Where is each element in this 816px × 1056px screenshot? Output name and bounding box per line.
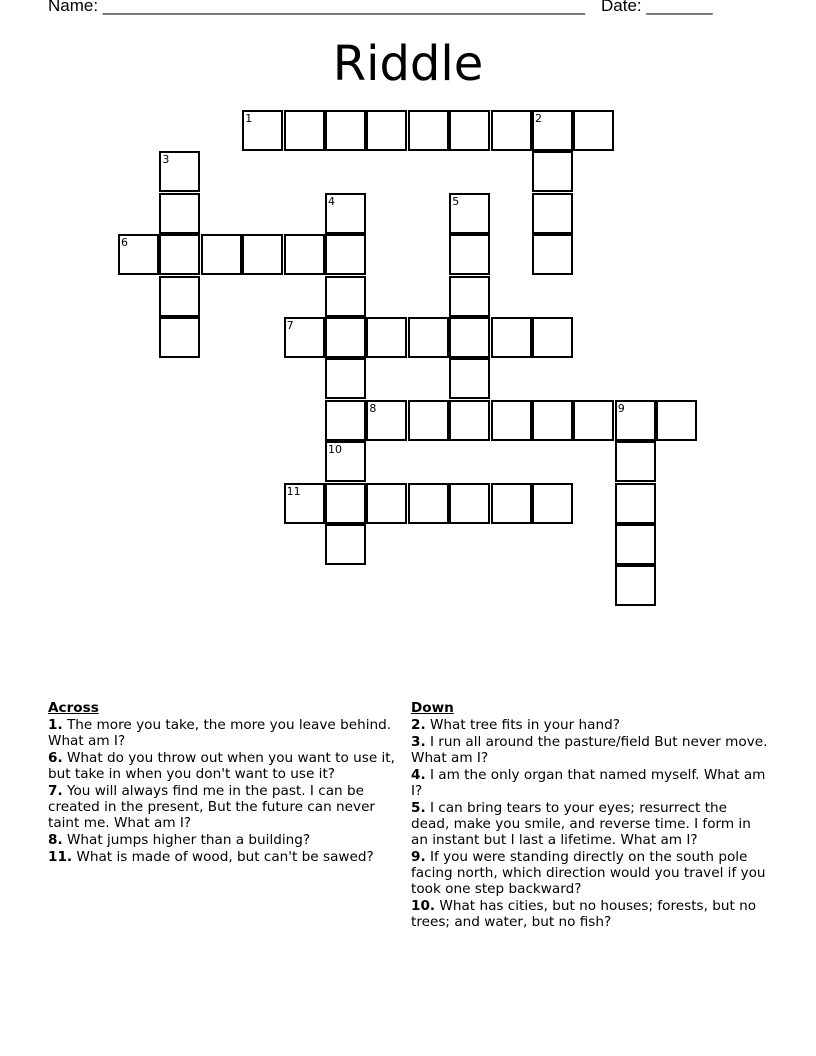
crossword-cell[interactable] — [242, 234, 283, 275]
clue-across-8 — [48, 832, 408, 848]
clue-text: If you were standing directly on the south pole facing north, which direction would you travel if you took one step backward? — [411, 849, 766, 897]
page-title: Riddle — [332, 36, 484, 92]
across-clues — [48, 700, 408, 866]
clue-number-label: 6 — [121, 236, 128, 250]
crossword-cell[interactable] — [615, 441, 656, 482]
crossword-cell-6[interactable] — [118, 234, 159, 275]
crossword-cell-11[interactable] — [284, 483, 325, 524]
clue-across-6 — [48, 750, 408, 782]
clue-number: 3. — [411, 734, 426, 750]
clue-number: 9. — [411, 849, 426, 865]
crossword-cell-8[interactable] — [366, 400, 407, 441]
clue-text: What is made of wood, but can't be sawed? — [76, 849, 374, 865]
clue-text: What has cities, but no houses; forests, but no trees; and water, but no fish? — [411, 898, 757, 930]
across-heading: Across — [48, 700, 99, 716]
crossword-cell[interactable] — [325, 358, 366, 399]
down-clues — [411, 700, 769, 931]
crossword-cell[interactable] — [532, 400, 573, 441]
crossword-cell-2[interactable] — [532, 110, 573, 151]
crossword-cell[interactable] — [532, 193, 573, 234]
clue-number: 11. — [48, 849, 73, 865]
crossword-cell[interactable] — [201, 234, 242, 275]
crossword-cell[interactable] — [491, 317, 532, 358]
clue-text: I run all around the pasture/field But never move. What am I? — [411, 734, 768, 766]
clue-number: 7. — [48, 783, 63, 799]
clue-down-3 — [411, 734, 769, 766]
crossword-cell[interactable] — [491, 110, 532, 151]
clue-down-9 — [411, 849, 769, 897]
crossword-cell[interactable] — [573, 400, 614, 441]
crossword-cell[interactable] — [532, 234, 573, 275]
crossword-cell[interactable] — [159, 317, 200, 358]
clue-number-label: 3 — [162, 153, 170, 167]
crossword-cell-10[interactable] — [325, 441, 366, 482]
crossword-cell-7[interactable] — [284, 317, 325, 358]
crossword-cell-1[interactable] — [242, 110, 283, 151]
crossword-cell[interactable] — [366, 110, 407, 151]
clue-number-label: 4 — [328, 194, 335, 208]
crossword-cell[interactable] — [325, 110, 366, 151]
crossword-cell[interactable] — [449, 234, 490, 275]
crossword-cell[interactable] — [449, 483, 490, 524]
crossword-cell[interactable] — [532, 317, 573, 358]
crossword-cell[interactable] — [532, 151, 573, 192]
clue-down-5 — [411, 800, 769, 848]
clue-number: 6. — [48, 750, 63, 766]
clue-text: What do you throw out when you want to use it, but take in when you don't want to use it? — [48, 750, 395, 782]
clue-number-label: 11 — [286, 484, 301, 498]
clue-number: 10. — [411, 898, 436, 914]
crossword-cell[interactable] — [325, 234, 366, 275]
clue-number: 5. — [411, 800, 426, 816]
crossword-cell[interactable] — [615, 565, 656, 606]
crossword-cell[interactable] — [449, 400, 490, 441]
crossword-cell[interactable] — [325, 483, 366, 524]
crossword-cell[interactable] — [325, 276, 366, 317]
crossword-cell[interactable] — [449, 276, 490, 317]
clue-number: 1. — [48, 717, 63, 733]
clue-down-4 — [411, 767, 769, 799]
crossword-cell[interactable] — [656, 400, 697, 441]
crossword-cell[interactable] — [325, 524, 366, 565]
crossword-cell[interactable] — [284, 110, 325, 151]
crossword-cell[interactable] — [491, 483, 532, 524]
crossword-cell[interactable] — [449, 358, 490, 399]
clue-number-label: 2 — [535, 112, 542, 125]
clue-text: What jumps higher than a building? — [66, 832, 311, 848]
crossword-cell[interactable] — [408, 400, 449, 441]
name-field[interactable]: Name: ___________________________________________________ — [48, 0, 585, 15]
clue-number: 2. — [411, 717, 426, 733]
crossword-cell[interactable] — [491, 400, 532, 441]
clue-text: The more you take, the more you leave behind. What am I? — [48, 717, 392, 749]
crossword-cell[interactable] — [408, 483, 449, 524]
clue-number: 8. — [48, 832, 63, 848]
crossword-cell[interactable] — [449, 110, 490, 151]
crossword-cell[interactable] — [615, 483, 656, 524]
clue-number-label: 1 — [245, 112, 253, 125]
clue-number-label: 10 — [328, 443, 342, 457]
crossword-cell[interactable] — [159, 234, 200, 275]
crossword-cell[interactable] — [159, 193, 200, 234]
clue-across-7 — [48, 783, 408, 831]
down-heading: Down — [411, 700, 454, 716]
crossword-cell-4[interactable] — [325, 193, 366, 234]
clue-text: I am the only organ that named myself. What am I? — [411, 767, 766, 799]
clue-across-11 — [48, 849, 408, 865]
clue-number-label: 5 — [452, 194, 460, 208]
crossword-cell[interactable] — [573, 110, 614, 151]
crossword-cell-5[interactable] — [449, 193, 490, 234]
clue-down-2 — [411, 717, 769, 733]
crossword-cell[interactable] — [366, 317, 407, 358]
crossword-cell[interactable] — [366, 483, 407, 524]
crossword-cell[interactable] — [408, 317, 449, 358]
date-field[interactable]: Date: _______ — [600, 0, 713, 15]
clue-number-label: 8 — [369, 401, 377, 415]
crossword-cell[interactable] — [532, 483, 573, 524]
crossword-cell-9[interactable] — [615, 400, 656, 441]
clue-text: You will always find me in the past. I can be created in the present, But the future can never taint me. What am I? — [48, 783, 376, 831]
clue-across-1 — [48, 717, 408, 749]
clue-down-10 — [411, 898, 769, 930]
crossword-cell[interactable] — [325, 400, 366, 441]
clue-number-label: 9 — [617, 401, 625, 415]
crossword-cell[interactable] — [159, 276, 200, 317]
crossword-cell[interactable] — [615, 524, 656, 565]
crossword-cell[interactable] — [325, 317, 366, 358]
crossword-cell-3[interactable] — [159, 151, 200, 192]
clue-number-label: 7 — [286, 319, 294, 332]
crossword-cell[interactable] — [449, 317, 490, 358]
clue-text: I can bring tears to your eyes; resurrect the dead, make you smile, and reverse time. I form in an instant but I last a lifetime. What am I? — [411, 800, 751, 848]
clue-text: What tree fits in your hand? — [429, 717, 620, 733]
crossword-cell[interactable] — [284, 234, 325, 275]
clue-number: 4. — [411, 767, 426, 783]
crossword-cell[interactable] — [408, 110, 449, 151]
